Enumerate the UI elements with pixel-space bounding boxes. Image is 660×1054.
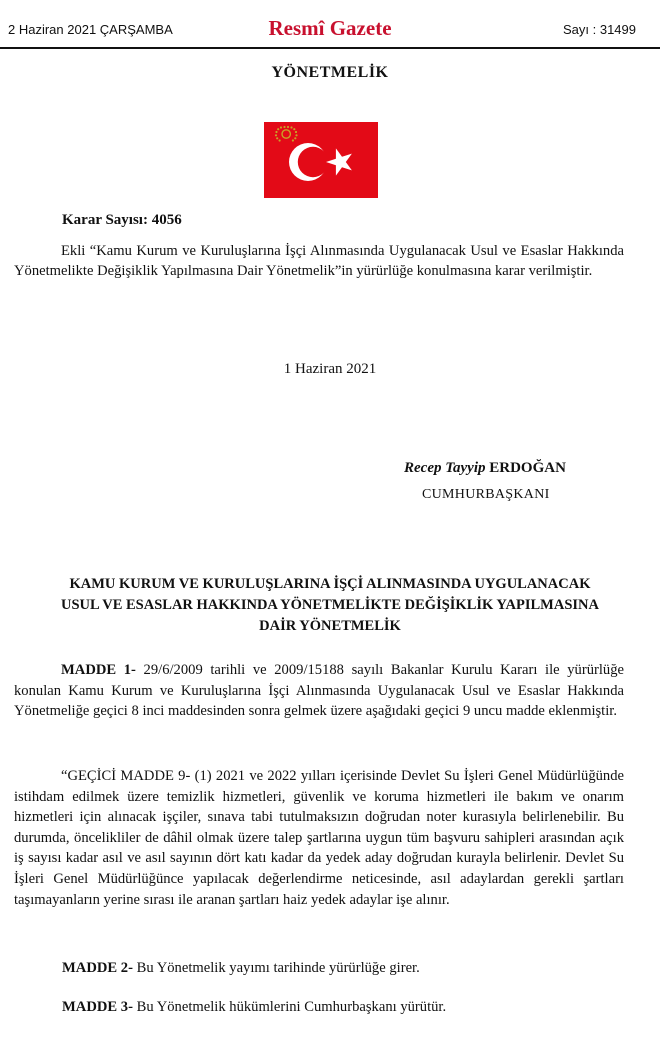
decision-date: 1 Haziran 2021 xyxy=(283,361,377,377)
regulation-title xyxy=(0,574,660,637)
header-divider xyxy=(0,47,660,49)
crescent-inner xyxy=(298,147,328,177)
decision-text: Ekli “Kamu Kurum ve Kuruluşlarına İşçi Alınmasında Uygulanacak Usul ve Esaslar Hakkında Yönetmelikte Değişiklik Yapılmasına Dair Yönetmelik”in yürürlüğe konulmasına karar verilmiştir. xyxy=(14,243,624,280)
decision-number: Karar Sayısı: 4056 xyxy=(62,212,182,228)
section-title: YÖNETMELİK xyxy=(271,64,389,81)
article-1 xyxy=(14,660,624,722)
signer-first-name: Recep Tayyip xyxy=(404,460,490,476)
provisional-article-9 xyxy=(14,766,624,910)
article-2 xyxy=(62,958,420,978)
signer-office: CUMHURBAŞKANI xyxy=(422,487,550,502)
article-3 xyxy=(62,997,446,1017)
article-label: MADDE 3- xyxy=(62,999,133,1015)
gazette-header xyxy=(0,0,660,48)
signer-name xyxy=(404,460,566,477)
issue-date: 2 Haziran 2021 ÇARŞAMBA xyxy=(8,22,173,37)
article-label: MADDE 2- xyxy=(62,960,133,976)
article-text: “GEÇİCİ MADDE 9- (1) 2021 ve 2022 yılları içerisinde Devlet Su İşleri Genel Müdürlüğünde istihdam edilmek üzere temizlik hizmetleri, güvenlik ve koruma hizmetleri ile bakım ve onarım hizmetleri için alınacak işçiler, sınava tabi tutulmaksızın doğrudan noter kurasıyla belirlenebilir. Bu durumda, öncelikliler de dâhil olmak üzere talep şartlarına uygun tüm başvuru sahipleri arasından açık iş sayısı kadar asıl ve asıl sayının dört katı kadar da yedek aday doğrudan kurayla belirlenir. Devlet Su İşleri Genel Müdürlüğünce yapılacak değerlendirme neticesinde, asıl adaylardan gerekli şartları taşımayanların yerine sırası ile aranan şartları haiz yedek adaylar işe alınır. xyxy=(14,768,624,908)
article-text: Bu Yönetmelik hükümlerini Cumhurbaşkanı yürütür. xyxy=(132,999,447,1015)
article-text: Bu Yönetmelik yayımı tarihinde yürürlüğe girer. xyxy=(132,960,420,976)
regulation-title-line: DAİR YÖNETMELİK xyxy=(259,618,401,634)
turkish-flag-icon xyxy=(264,122,378,198)
gazette-title: Resmî Gazete xyxy=(268,16,392,40)
article-label: MADDE 1- xyxy=(61,662,136,678)
issue-number: Sayı : 31499 xyxy=(563,22,636,37)
regulation-title-line: USUL VE ESASLAR HAKKINDA YÖNETMELİKTE DEĞİŞİKLİK YAPILMASINA xyxy=(61,597,599,613)
article-text: 29/6/2009 tarihli ve 2009/15188 sayılı Bakanlar Kurulu Kararı ile yürürlüğe konulan Kamu Kurum ve Kuruluşlarına İşçi Alınmasında Uygulanacak Usul ve Esaslar Hakkında Yönetmeliğe geçici 8 inci maddesinden sonra gelmek üzere aşağıdaki geçici 9 uncu madde eklenmiştir. xyxy=(14,662,624,720)
regulation-title-line: KAMU KURUM VE KURULUŞLARINA İŞÇİ ALINMASINDA UYGULANACAK xyxy=(69,576,591,592)
signer-last-name: ERDOĞAN xyxy=(489,460,566,476)
